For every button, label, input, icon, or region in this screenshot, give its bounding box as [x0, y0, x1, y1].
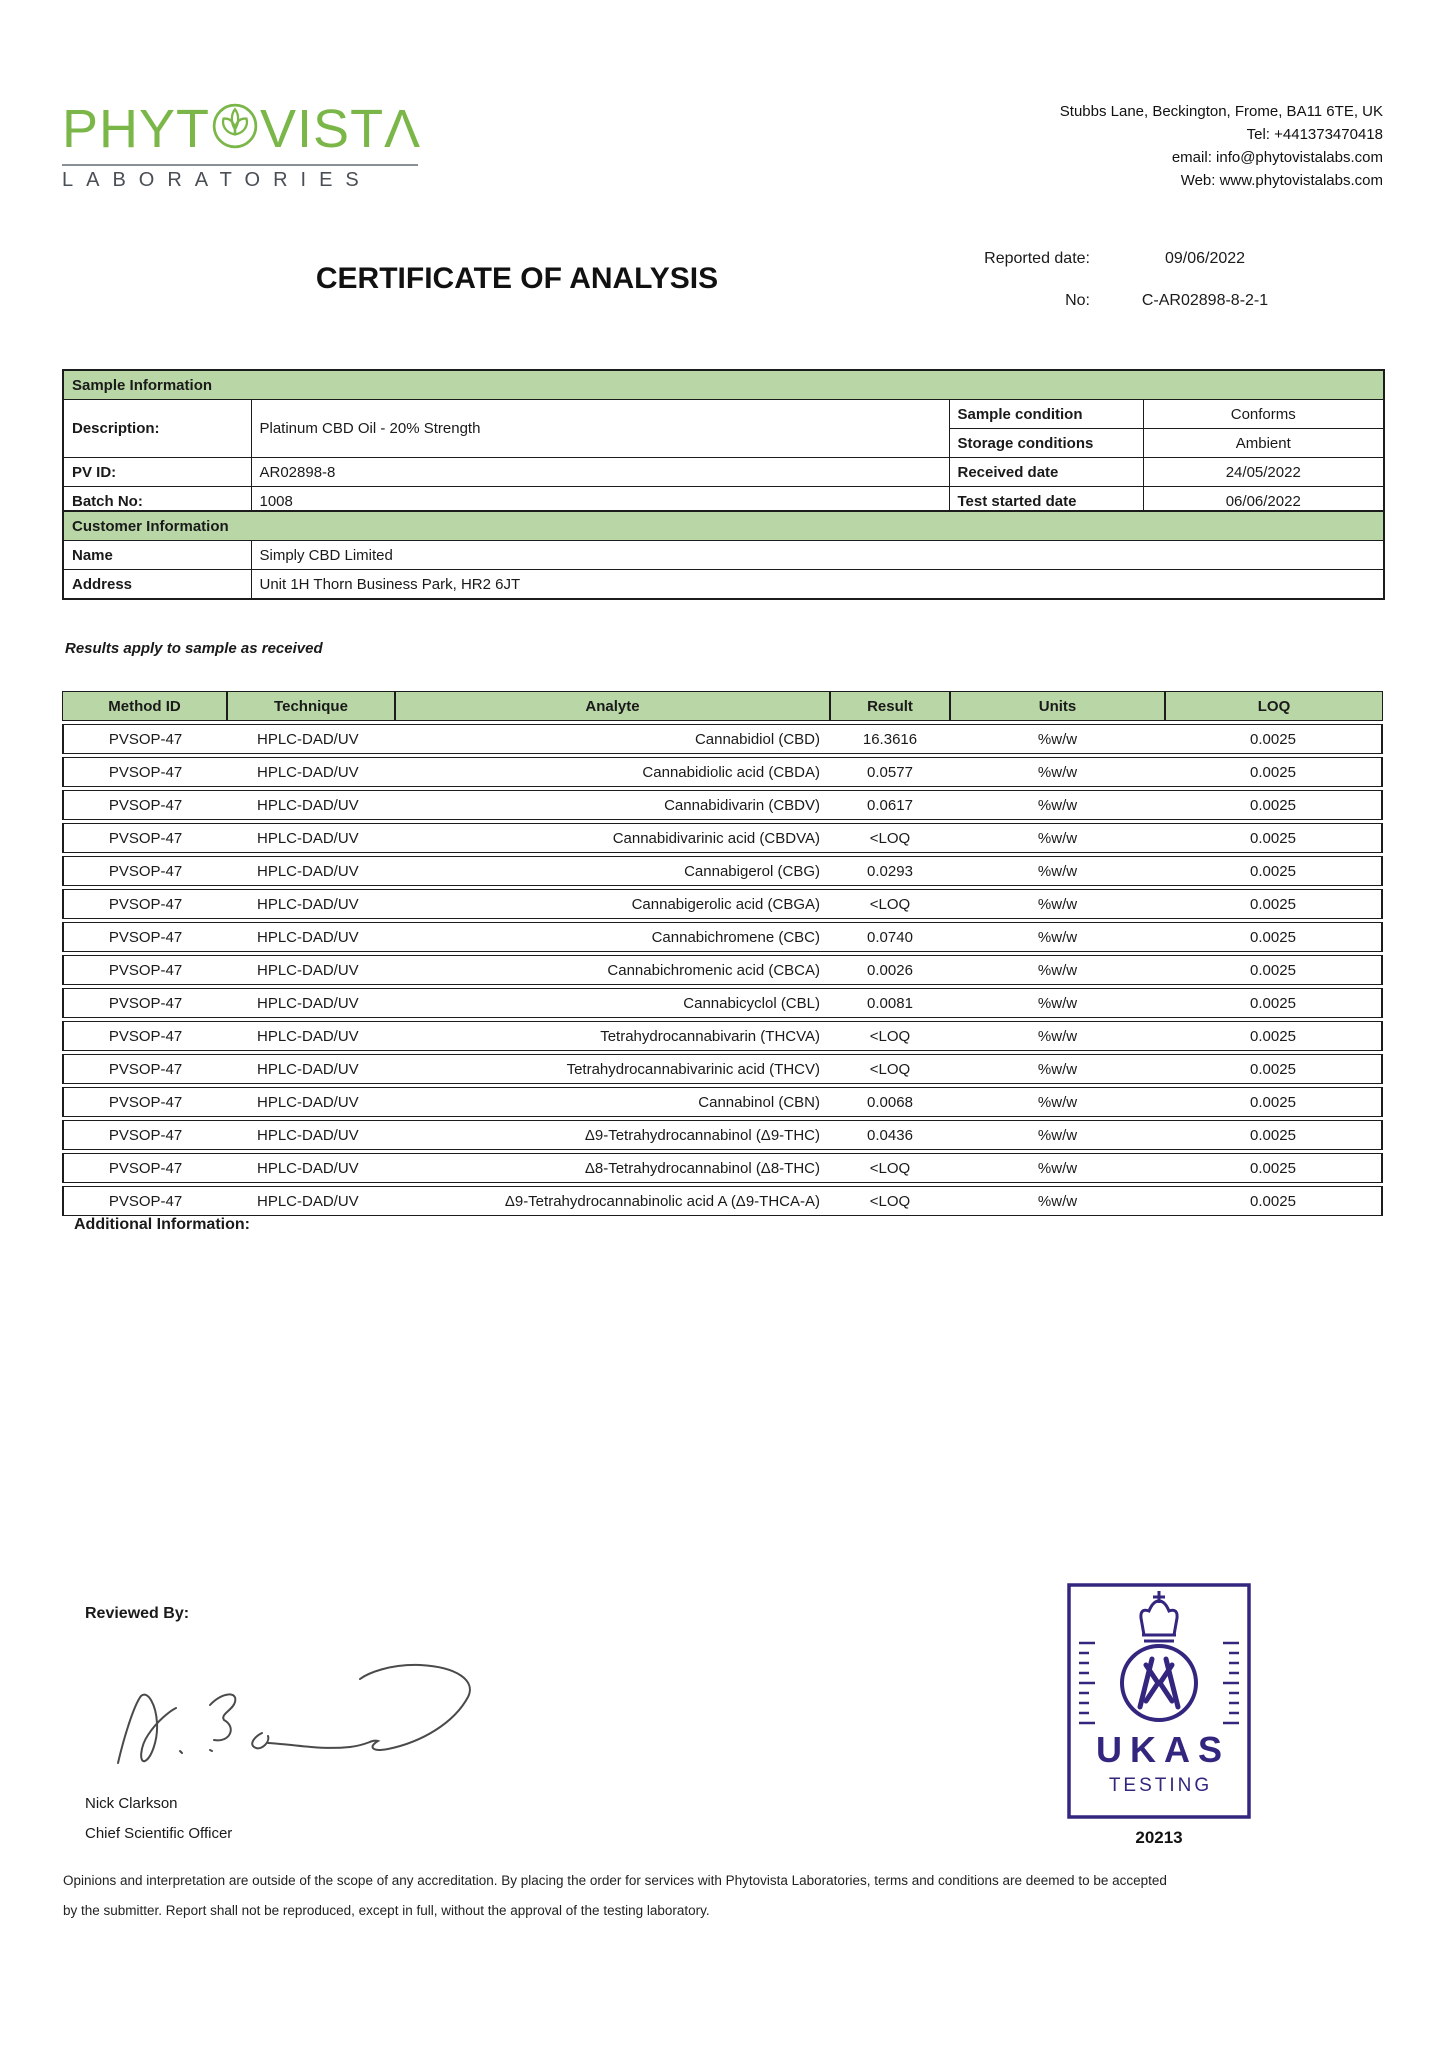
cell-technique: HPLC-DAD/UV	[227, 790, 395, 820]
contact-email: email: info@phytovistalabs.com	[1171, 149, 1383, 166]
cell-units: %w/w	[950, 757, 1165, 787]
table-row	[62, 1087, 1383, 1117]
cell-technique: HPLC-DAD/UV	[227, 1153, 395, 1183]
received-date-value: 24/05/2022	[1143, 458, 1384, 487]
brand-left-text: PHYT	[62, 99, 211, 159]
cell-analyte: Tetrahydrocannabivarin (THCVA)	[395, 1021, 830, 1051]
cell-result: 0.0577	[830, 757, 950, 787]
cell-result: 0.0740	[830, 922, 950, 952]
description-label: Description:	[63, 400, 251, 458]
reported-date-value: 09/06/2022	[1164, 250, 1246, 267]
brand-wordmark	[62, 98, 434, 160]
cell-result: 0.0617	[830, 790, 950, 820]
cell-units: %w/w	[950, 823, 1165, 853]
logo-divider	[62, 164, 418, 166]
additional-information-label: Additional Information:	[74, 1216, 250, 1233]
reported-date-row	[760, 250, 1320, 268]
results-table	[62, 688, 1383, 1219]
sample-information-table	[62, 369, 1385, 517]
cell-analyte: Δ9-Tetrahydrocannabinolic acid A (Δ9-THCA-A)	[395, 1186, 830, 1216]
pv-id-value: AR02898-8	[251, 458, 949, 487]
contact-tel: Tel: +441373470418	[1246, 126, 1383, 143]
cell-units: %w/w	[950, 790, 1165, 820]
cell-result: 0.0293	[830, 856, 950, 886]
received-date-label: Received date	[949, 458, 1143, 487]
signer-name: Nick Clarkson	[85, 1795, 178, 1812]
table-row	[62, 1120, 1383, 1150]
description-value: Platinum CBD Oil - 20% Strength	[251, 400, 949, 458]
ukas-accreditation-mark	[1067, 1583, 1251, 1819]
cell-method: PVSOP-47	[62, 1021, 227, 1051]
table-row	[62, 1153, 1383, 1183]
cell-result: 0.0436	[830, 1120, 950, 1150]
customer-name-label: Name	[63, 541, 251, 570]
cell-loq: 0.0025	[1165, 922, 1383, 952]
cell-technique: HPLC-DAD/UV	[227, 988, 395, 1018]
table-row	[62, 889, 1383, 919]
cell-technique: HPLC-DAD/UV	[227, 1120, 395, 1150]
cell-result: <LOQ	[830, 889, 950, 919]
cell-loq: 0.0025	[1165, 1021, 1383, 1051]
cell-loq: 0.0025	[1165, 757, 1383, 787]
cell-analyte: Cannabidivarin (CBDV)	[395, 790, 830, 820]
table-row	[63, 458, 1384, 487]
col-header-analyte: Analyte	[395, 691, 830, 721]
leaf-circle-icon	[211, 102, 259, 160]
cell-technique: HPLC-DAD/UV	[227, 823, 395, 853]
cell-technique: HPLC-DAD/UV	[227, 1087, 395, 1117]
col-header-units: Units	[950, 691, 1165, 721]
table-row	[62, 1021, 1383, 1051]
ukas-wordmark: UKAS	[1095, 1729, 1230, 1770]
table-row	[62, 988, 1383, 1018]
cell-technique: HPLC-DAD/UV	[227, 724, 395, 754]
cell-units: %w/w	[950, 988, 1165, 1018]
cell-technique: HPLC-DAD/UV	[227, 1054, 395, 1084]
cell-method: PVSOP-47	[62, 757, 227, 787]
certificate-number-value: C-AR02898-8-2-1	[1141, 292, 1269, 309]
table-row	[63, 370, 1384, 400]
cell-analyte: Cannabigerol (CBG)	[395, 856, 830, 886]
table-row	[62, 823, 1383, 853]
disclaimer-line-2: by the submitter. Report shall not be reproduced, except in full, without the approval of the testing laboratory.	[63, 1903, 710, 1918]
cell-loq: 0.0025	[1165, 889, 1383, 919]
cell-units: %w/w	[950, 955, 1165, 985]
cell-loq: 0.0025	[1165, 1153, 1383, 1183]
cell-technique: HPLC-DAD/UV	[227, 922, 395, 952]
table-row	[62, 757, 1383, 787]
cell-analyte: Cannabinol (CBN)	[395, 1087, 830, 1117]
cell-result: <LOQ	[830, 1021, 950, 1051]
col-header-technique: Technique	[227, 691, 395, 721]
table-row	[62, 856, 1383, 886]
cell-loq: 0.0025	[1165, 988, 1383, 1018]
col-header-result: Result	[830, 691, 950, 721]
sample-information-header: Sample Information	[63, 370, 1384, 400]
cell-result: 0.0081	[830, 988, 950, 1018]
table-row	[63, 511, 1384, 541]
sample-condition-value: Conforms	[1143, 400, 1384, 429]
signer-role: Chief Scientific Officer	[85, 1825, 233, 1842]
cell-units: %w/w	[950, 922, 1165, 952]
cell-units: %w/w	[950, 1186, 1165, 1216]
cell-method: PVSOP-47	[62, 889, 227, 919]
batch-no-value: 1008	[251, 487, 949, 517]
logo-tagline: LABORATORIES	[62, 169, 372, 191]
cell-units: %w/w	[950, 1054, 1165, 1084]
cell-result: <LOQ	[830, 1054, 950, 1084]
cell-method: PVSOP-47	[62, 922, 227, 952]
customer-address-label: Address	[63, 570, 251, 600]
cell-method: PVSOP-47	[62, 1120, 227, 1150]
table-row	[63, 400, 1384, 429]
table-row	[63, 541, 1384, 570]
cell-units: %w/w	[950, 1021, 1165, 1051]
cell-result: <LOQ	[830, 1153, 950, 1183]
cell-method: PVSOP-47	[62, 955, 227, 985]
customer-address-value: Unit 1H Thorn Business Park, HR2 6JT	[251, 570, 1384, 600]
reported-date-label: Reported date:	[984, 250, 1090, 267]
cell-analyte: Δ8-Tetrahydrocannabinol (Δ8-THC)	[395, 1153, 830, 1183]
customer-information-table	[62, 510, 1385, 600]
pv-id-label: PV ID:	[63, 458, 251, 487]
customer-information-header: Customer Information	[63, 511, 1384, 541]
cell-technique: HPLC-DAD/UV	[227, 955, 395, 985]
cell-technique: HPLC-DAD/UV	[227, 856, 395, 886]
customer-name-value: Simply CBD Limited	[251, 541, 1384, 570]
disclaimer-line-1: Opinions and interpretation are outside of the scope of any accreditation. By placing the order for services with Phytovista Laboratories, terms and conditions are deemed to be accepted	[63, 1873, 1167, 1888]
cell-result: 0.0068	[830, 1087, 950, 1117]
certificate-number-row	[760, 292, 1320, 310]
table-row	[63, 570, 1384, 600]
cell-analyte: Cannabigerolic acid (CBGA)	[395, 889, 830, 919]
cell-loq: 0.0025	[1165, 856, 1383, 886]
cell-loq: 0.0025	[1165, 955, 1383, 985]
ukas-accreditation-number: 20213	[1135, 1828, 1183, 1847]
cell-result: <LOQ	[830, 1186, 950, 1216]
cell-result: <LOQ	[830, 823, 950, 853]
cell-method: PVSOP-47	[62, 1054, 227, 1084]
contact-address: Stubbs Lane, Beckington, Frome, BA11 6TE, UK	[1059, 103, 1383, 120]
cell-method: PVSOP-47	[62, 988, 227, 1018]
cell-loq: 0.0025	[1165, 790, 1383, 820]
batch-no-label: Batch No:	[63, 487, 251, 517]
table-row	[62, 790, 1383, 820]
results-note: Results apply to sample as received	[65, 640, 323, 657]
cell-loq: 0.0025	[1165, 1087, 1383, 1117]
cell-method: PVSOP-47	[62, 724, 227, 754]
storage-conditions-label: Storage conditions	[949, 429, 1143, 458]
table-row	[62, 1054, 1383, 1084]
cell-method: PVSOP-47	[62, 1153, 227, 1183]
cell-loq: 0.0025	[1165, 823, 1383, 853]
cell-result: 0.0026	[830, 955, 950, 985]
cell-result: 16.3616	[830, 724, 950, 754]
table-row	[62, 724, 1383, 754]
reviewed-by-label: Reviewed By:	[85, 1605, 190, 1622]
cell-analyte: Cannabichromenic acid (CBCA)	[395, 955, 830, 985]
cell-units: %w/w	[950, 1153, 1165, 1183]
lab-contact-block	[1060, 100, 1383, 192]
cell-units: %w/w	[950, 724, 1165, 754]
page-title: CERTIFICATE OF ANALYSIS	[315, 262, 719, 295]
phytovista-logo	[62, 98, 434, 192]
cell-loq: 0.0025	[1165, 1186, 1383, 1216]
cell-analyte: Cannabichromene (CBC)	[395, 922, 830, 952]
cell-analyte: Cannabidiolic acid (CBDA)	[395, 757, 830, 787]
cell-units: %w/w	[950, 1087, 1165, 1117]
cell-loq: 0.0025	[1165, 724, 1383, 754]
cell-analyte: Cannabicyclol (CBL)	[395, 988, 830, 1018]
table-row	[62, 1186, 1383, 1216]
cell-units: %w/w	[950, 889, 1165, 919]
cell-method: PVSOP-47	[62, 790, 227, 820]
cell-loq: 0.0025	[1165, 1054, 1383, 1084]
table-row	[62, 922, 1383, 952]
brand-right-text: VISTΛ	[260, 99, 422, 159]
cell-technique: HPLC-DAD/UV	[227, 1021, 395, 1051]
test-started-label: Test started date	[949, 487, 1143, 517]
cell-units: %w/w	[950, 856, 1165, 886]
cell-loq: 0.0025	[1165, 1120, 1383, 1150]
cell-method: PVSOP-47	[62, 856, 227, 886]
cell-method: PVSOP-47	[62, 823, 227, 853]
cell-units: %w/w	[950, 1120, 1165, 1150]
cell-analyte: Cannabidivarinic acid (CBDVA)	[395, 823, 830, 853]
cell-technique: HPLC-DAD/UV	[227, 889, 395, 919]
certificate-number-label: No:	[1065, 292, 1090, 309]
cell-technique: HPLC-DAD/UV	[227, 1186, 395, 1216]
contact-web: Web: www.phytovistalabs.com	[1180, 172, 1383, 189]
signature-image	[110, 1645, 490, 1790]
sample-condition-label: Sample condition	[949, 400, 1143, 429]
footer-disclaimer	[63, 1866, 1393, 1926]
ukas-category: TESTING	[1108, 1775, 1213, 1796]
col-header-method-id: Method ID	[62, 691, 227, 721]
col-header-loq: LOQ	[1165, 691, 1383, 721]
cell-method: PVSOP-47	[62, 1087, 227, 1117]
cell-analyte: Cannabidiol (CBD)	[395, 724, 830, 754]
test-started-value: 06/06/2022	[1143, 487, 1384, 517]
cell-technique: HPLC-DAD/UV	[227, 757, 395, 787]
cell-analyte: Tetrahydrocannabivarinic acid (THCV)	[395, 1054, 830, 1084]
storage-conditions-value: Ambient	[1143, 429, 1384, 458]
cell-method: PVSOP-47	[62, 1186, 227, 1216]
cell-analyte: Δ9-Tetrahydrocannabinol (Δ9-THC)	[395, 1120, 830, 1150]
table-row	[62, 955, 1383, 985]
results-header-row	[62, 691, 1383, 721]
